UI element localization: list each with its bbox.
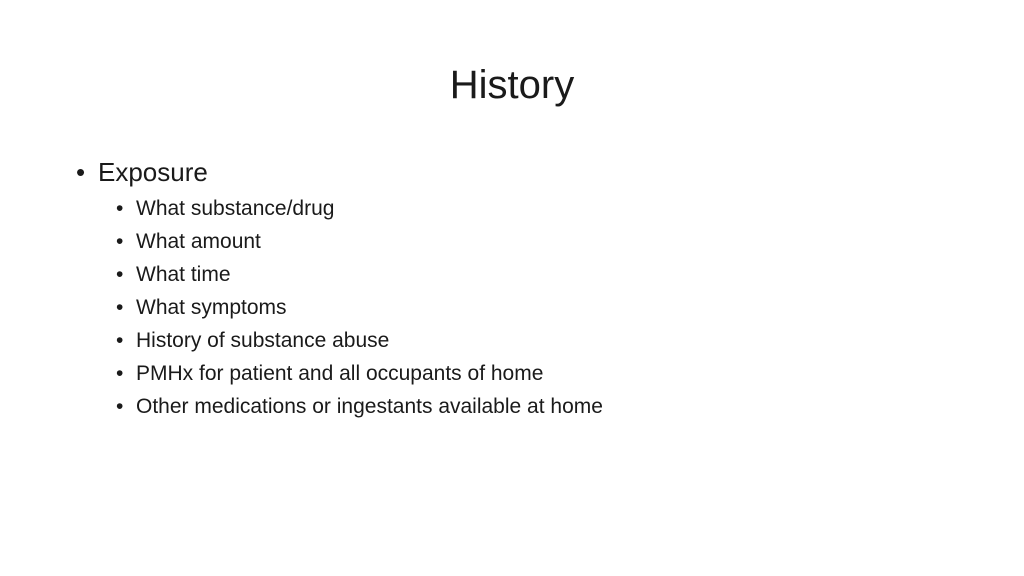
- sub-bullet-item: [76, 291, 976, 324]
- bullet-icon: •: [116, 395, 124, 418]
- sub-bullet-label: What amount: [136, 230, 261, 253]
- slide-title: History: [449, 63, 575, 107]
- sub-bullet-item: [76, 390, 976, 423]
- sub-bullet-item: [76, 192, 976, 225]
- sub-bullet-item: [76, 324, 976, 357]
- bullet-icon: •: [116, 329, 124, 352]
- bullet-icon: •: [116, 230, 124, 253]
- sub-bullet-label: What substance/drug: [136, 197, 335, 220]
- sub-bullet-item: [76, 258, 976, 291]
- bullet-icon: •: [116, 362, 124, 385]
- sub-bullet-list: [76, 192, 976, 423]
- bullet-icon: •: [116, 197, 124, 220]
- bullet-icon: •: [76, 157, 86, 187]
- bullet-icon: •: [116, 296, 124, 319]
- sub-bullet-item: [76, 225, 976, 258]
- sub-bullet-label: What time: [136, 263, 231, 286]
- bullet-item-exposure: [76, 154, 976, 190]
- sub-bullet-label: Other medications or ingestants available at home: [136, 395, 603, 418]
- bullet-label: Exposure: [98, 157, 208, 187]
- bullet-icon: •: [116, 263, 124, 286]
- sub-bullet-label: PMHx for patient and all occupants of home: [136, 362, 544, 385]
- slide-content: [76, 154, 976, 423]
- sub-bullet-label: What symptoms: [136, 296, 287, 319]
- sub-bullet-item: [76, 357, 976, 390]
- sub-bullet-label: History of substance abuse: [136, 329, 390, 352]
